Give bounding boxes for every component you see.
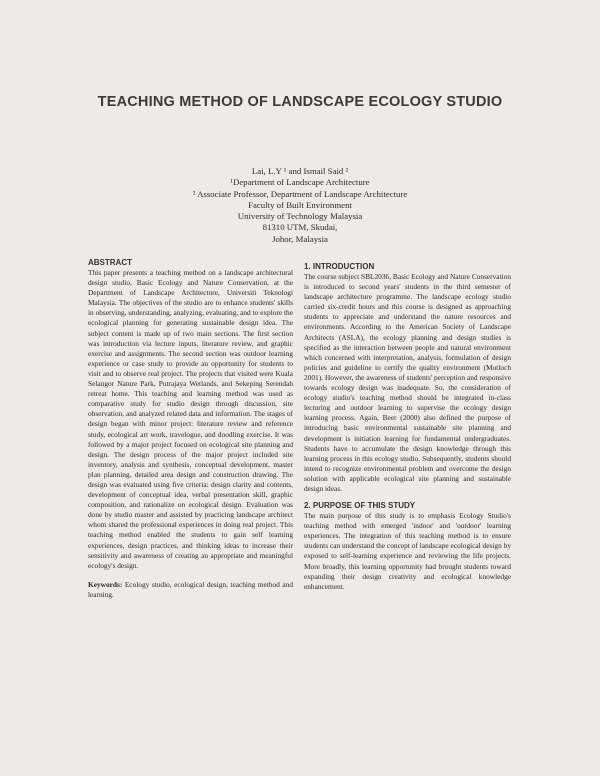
keywords-label: Keywords: <box>88 579 123 589</box>
faculty: Faculty of Built Environment <box>248 199 352 210</box>
address: 81310 UTM, Skudai, <box>262 222 338 233</box>
university: University of Technology Malaysia <box>237 211 363 222</box>
affiliation-1: ¹Department of Landscape Architecture <box>230 177 370 188</box>
paper-title: TEACHING METHOD OF LANDSCAPE ECOLOGY STUDIO <box>97 94 503 110</box>
state: Johor, Malaysia <box>272 233 328 244</box>
introduction-body: The course subject SBL2036, Basic Ecology and Nature Conservation is introduced to second years' students in the third semester of landscape architecture programme. The landscape ecology studio carried six-credit hours and this course is designed as approaching students to appreciate and understand the nature resources and environments. According to the American Society of Landscape Architects (ASLA), the ecology planning and design studies is specified as the interaction between people and natural environment which concerned with interpretation, analysis, formulation of design policies and guideline to certify the quality environment (Motloch 2001). However, the awareness of students' perception and responsive towards ecology design was inadequate. So, the consideration of ecology studio's teaching method should be integrated in-class lecturing and outdoor learning to supervise the ecology design learning process. Again, Beer (2000) also defined the purpose of introducing basic environmental sustainable site planning and development is initiation learning for fundamental undergraduates. Students have to accumulate the design knowledge through this learning process in this ecology studio. Subsequently, students should intend to recognize environmental problem and overcome the design solution with applicable ecological site planning and sustainable design ideas. <box>304 272 511 493</box>
abstract-heading: ABSTRACT <box>88 258 132 267</box>
keywords-text: Ecology studio, ecological design, teaching method and learning. <box>88 579 293 599</box>
purpose-body: The main purpose of this study is to emphasis Ecology Studio's teaching method with emerged 'indoor' and 'outdoor' learning experiences. The integration of this teaching method is to ensure students can understand the concept of landscape ecological design by exposed to self-learning experience and reviewing the life projects. More broadly, this learning opportunity had brought students toward expanding their design creativity and ecological knowledge enhancement. <box>304 511 511 591</box>
abstract-body: This paper presents a teaching method on a landscape architectural design studio, Basic Ecology and Nature Conservation, at the Department of Landscape Architecture, Universiti Teknologi Malaysia. The objectives of the studio are to enhance students' skills in observing, understanding, analyzing, evaluating, and to explore the ecological planning for generating sustainable design idea. The subject content is made up of two main sections. The first section was introduction via lecture inputs, literature review, and graphic exercise and assignments. The second section was outdoor learning experience or case study to provide an opportunity for students to visit and to observe real project. The projects that visited were Kuala Selangor Nature Park, Putrajaya Wetlands, and Sekeping Serendah retreat home. This teaching and learning method was used as comparative study for studio design through discussion, site observation, and analyzed related data and information. The stages of design began with minor project: literature review and reference study, ecological art work, travelogue, and doodling exercise. It was followed by a major project focused on ecological site planning and design. The design process of the major project included site inventory, analysis and synthesis, conceptual development, master plan planning, detailed area design and construction drawing. The design was evaluated using five criteria: design clarity and contents, development of conceptual idea, verbal presentation skill, graphic composition, and rationalize on ecological design. Evaluation was done by studio master and assisted by practicing landscape architect whom shared the professional experiences in doing real project. This teaching method enabled the students to gain self learning experiences, design practices, and thinking ideas to increase their sensitivity and awareness of creating an appropriate and meaningful ecology's design. <box>88 268 293 570</box>
right-column <box>304 262 511 592</box>
introduction-heading: 1. INTRODUCTION <box>304 262 375 271</box>
purpose-heading: 2. PURPOSE OF THIS STUDY <box>304 501 416 511</box>
author-names: Lai, L.Y ¹ and Ismail Said ² <box>251 166 349 176</box>
author-block <box>150 166 450 245</box>
keywords <box>88 580 293 600</box>
affiliation-2: ² Associate Professor, Department of Landscape Architecture <box>192 188 408 199</box>
left-column <box>88 258 293 600</box>
